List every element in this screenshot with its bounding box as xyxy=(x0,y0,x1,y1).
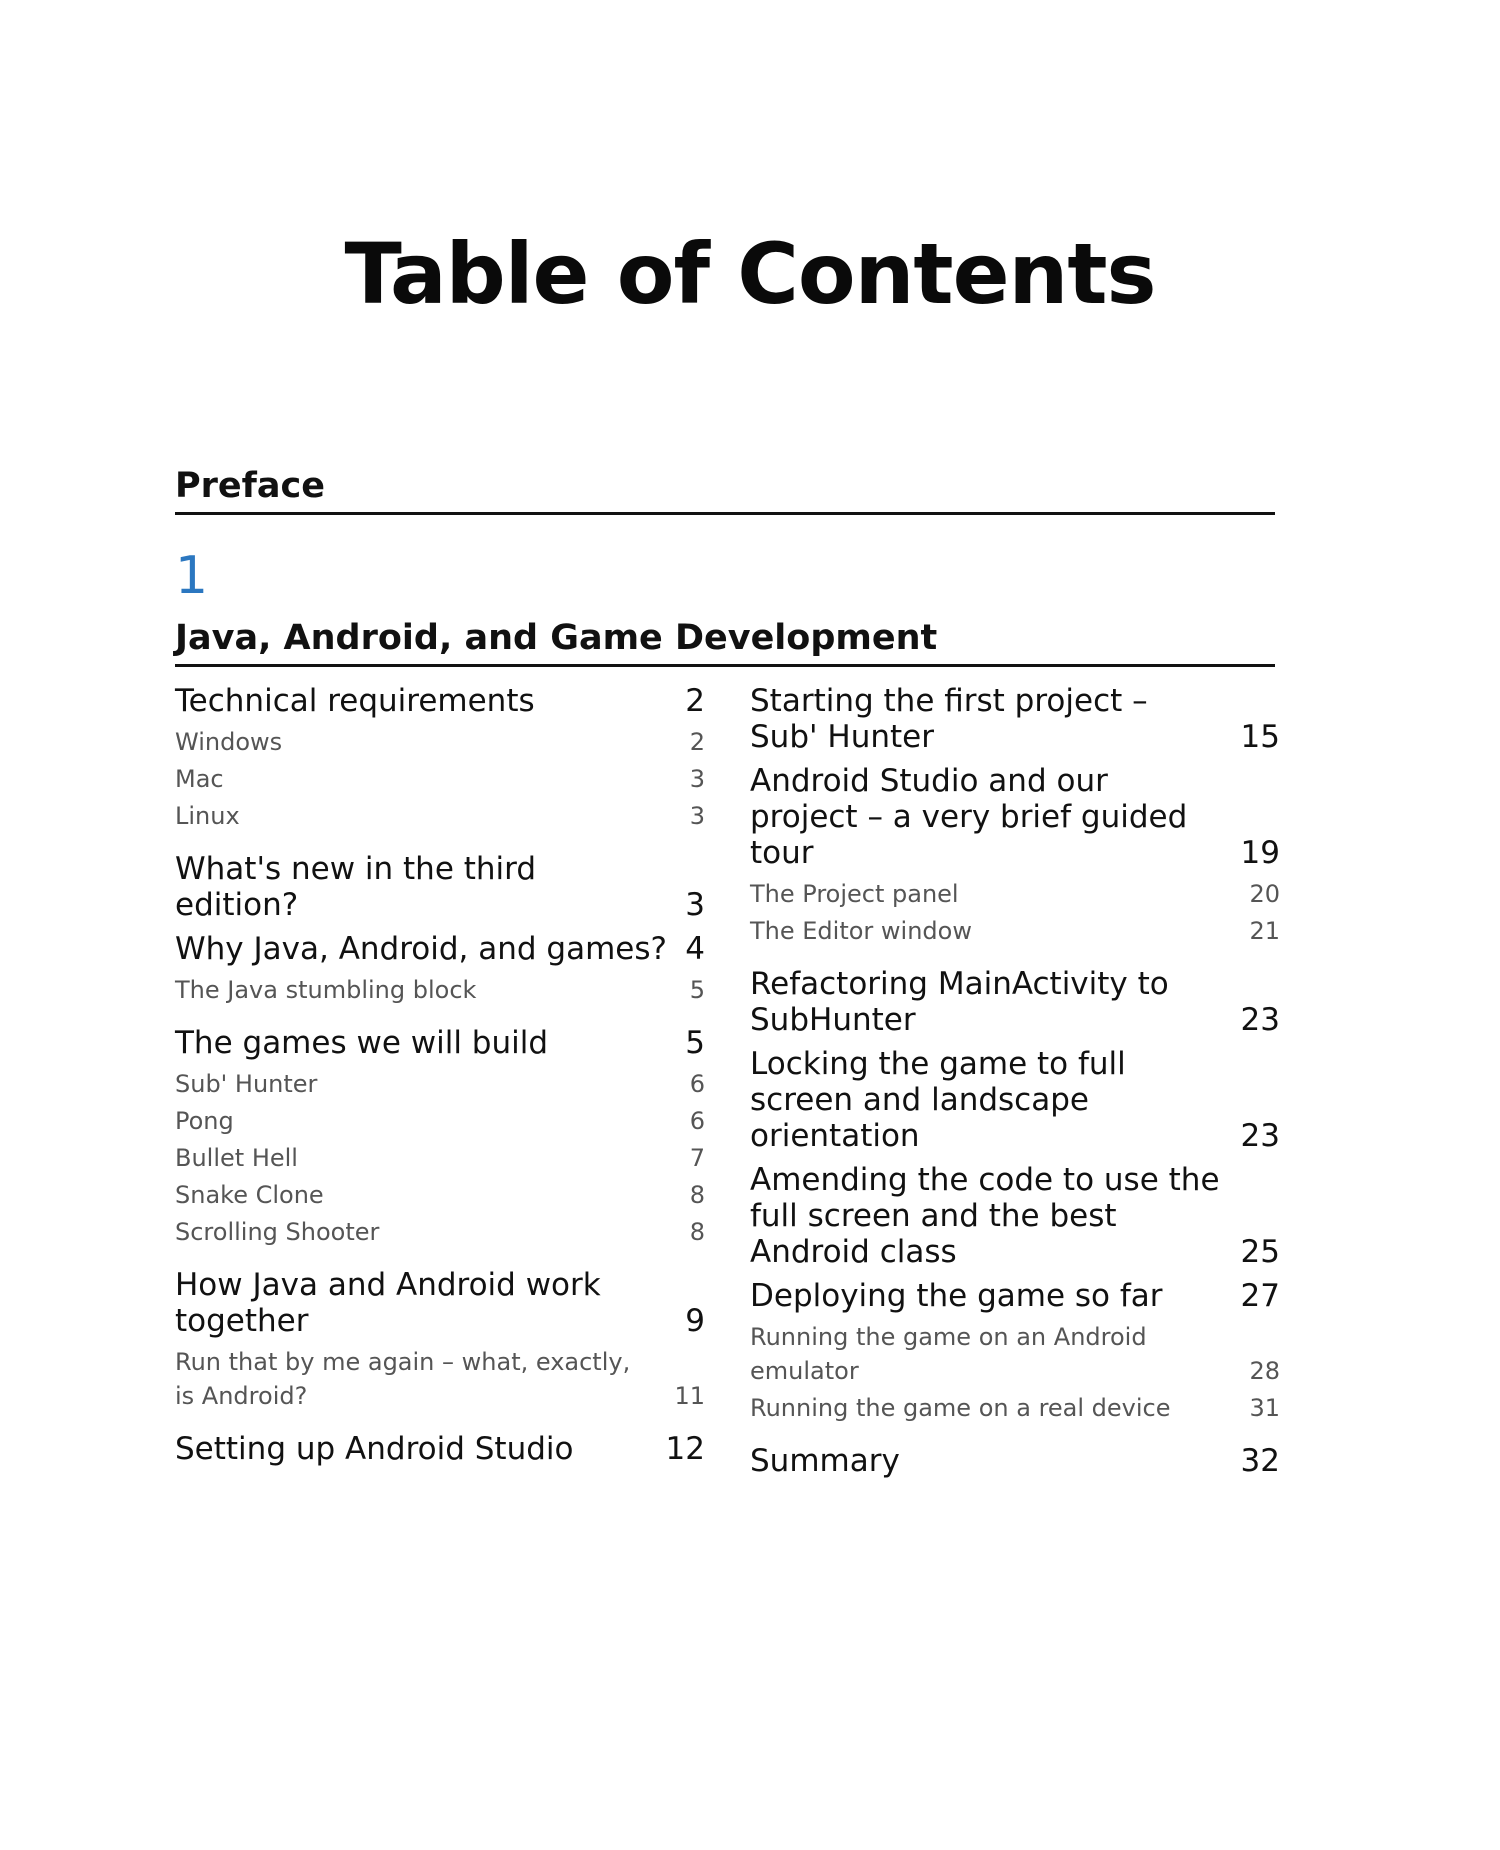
toc-subentry[interactable] xyxy=(175,973,705,1007)
toc-right-column xyxy=(750,683,1280,1479)
toc-subentry-page: 7 xyxy=(689,1144,705,1172)
toc-entry-page: 23 xyxy=(1240,1002,1280,1038)
toc-subentry-title: Bullet Hell xyxy=(175,1144,298,1172)
toc-entry[interactable] xyxy=(175,1431,705,1467)
toc-entry[interactable] xyxy=(175,683,705,719)
toc-subentry-page: 20 xyxy=(1249,880,1280,908)
toc-entry-page: 9 xyxy=(685,1303,705,1339)
toc-entry-title: Summary xyxy=(750,1443,900,1479)
toc-subentry-title: The Project panel xyxy=(750,880,959,908)
toc-subentry-title: The Editor window xyxy=(750,917,972,945)
toc-subentry-page: 21 xyxy=(1249,917,1280,945)
toc-subentry-page: 5 xyxy=(689,976,705,1004)
toc-entry-title: The games we will build xyxy=(175,1025,549,1061)
toc-entry[interactable] xyxy=(750,1278,1280,1314)
toc-subentry[interactable] xyxy=(750,1320,1280,1388)
toc-subentry-title: The Java stumbling block xyxy=(175,976,477,1004)
toc-entry[interactable] xyxy=(750,763,1280,871)
toc-subentry[interactable] xyxy=(750,877,1280,911)
toc-subentry-title: Running the game on an Android emulator xyxy=(750,1323,1147,1385)
toc-entry-page: 23 xyxy=(1240,1118,1280,1154)
toc-entry[interactable] xyxy=(175,1025,705,1061)
toc-subentry-title: Snake Clone xyxy=(175,1181,324,1209)
toc-subentry-page: 8 xyxy=(689,1181,705,1209)
chapter-divider xyxy=(175,664,1275,667)
toc-subentry[interactable] xyxy=(175,1104,705,1138)
toc-subentry[interactable] xyxy=(175,1067,705,1101)
toc-subentry-title: Sub' Hunter xyxy=(175,1070,318,1098)
toc-entry-page: 5 xyxy=(685,1025,705,1061)
toc-entry-page: 12 xyxy=(665,1431,705,1467)
toc-entry[interactable] xyxy=(750,966,1280,1038)
toc-entry-page: 15 xyxy=(1240,719,1280,755)
toc-entry[interactable] xyxy=(750,1443,1280,1479)
toc-subentry-page: 6 xyxy=(689,1070,705,1098)
toc-entry-title: What's new in the third edition? xyxy=(175,851,537,923)
toc-subentry[interactable] xyxy=(175,1178,705,1212)
toc-entry-title: Technical requirements xyxy=(175,683,535,719)
toc-entry-title: Why Java, Android, and games? xyxy=(175,931,667,967)
toc-subentry-title: Linux xyxy=(175,802,240,830)
toc-subentry[interactable] xyxy=(175,1215,705,1249)
toc-entry[interactable] xyxy=(175,851,705,923)
toc-subentry-page: 6 xyxy=(689,1107,705,1135)
toc-subentry[interactable] xyxy=(175,762,705,796)
toc-entry-title: Amending the code to use the full screen and the best Android class xyxy=(750,1162,1220,1270)
toc-entry-title: How Java and Android work together xyxy=(175,1267,601,1339)
toc-subentry[interactable] xyxy=(175,725,705,759)
toc-subentry-page: 8 xyxy=(689,1218,705,1246)
toc-entry-page: 4 xyxy=(685,931,705,967)
toc-subentry[interactable] xyxy=(175,799,705,833)
toc-subentry-page: 11 xyxy=(674,1382,705,1410)
toc-subentry[interactable] xyxy=(750,1391,1280,1425)
toc-subentry-title: Windows xyxy=(175,728,283,756)
toc-entry-title: Refactoring MainActivity to SubHunter xyxy=(750,966,1169,1038)
toc-entry[interactable] xyxy=(750,683,1280,755)
toc-subentry-page: 31 xyxy=(1249,1394,1280,1422)
preface-heading[interactable]: Preface xyxy=(175,466,325,506)
toc-entry-page: 25 xyxy=(1240,1234,1280,1270)
toc-subentry-title: Mac xyxy=(175,765,224,793)
toc-subentry-title: Scrolling Shooter xyxy=(175,1218,380,1246)
toc-entry-title: Deploying the game so far xyxy=(750,1278,1163,1314)
toc-subentry[interactable] xyxy=(175,1141,705,1175)
toc-entry-title: Starting the first project – Sub' Hunter xyxy=(750,683,1148,755)
chapter-title[interactable]: Java, Android, and Game Development xyxy=(175,618,938,658)
toc-subentry[interactable] xyxy=(750,914,1280,948)
toc-entry-page: 3 xyxy=(685,887,705,923)
toc-entry-title: Setting up Android Studio xyxy=(175,1431,574,1467)
toc-subentry-page: 3 xyxy=(689,802,705,830)
toc-entry[interactable] xyxy=(175,931,705,967)
toc-entry-page: 19 xyxy=(1240,835,1280,871)
toc-entry-page: 27 xyxy=(1240,1278,1280,1314)
toc-entry-title: Android Studio and our project – a very brief guided tour xyxy=(750,763,1188,871)
toc-entry[interactable] xyxy=(750,1162,1280,1270)
toc-subentry-page: 28 xyxy=(1249,1357,1280,1385)
toc-subentry-page: 3 xyxy=(689,765,705,793)
preface-divider xyxy=(175,512,1275,515)
toc-subentry[interactable] xyxy=(175,1345,705,1413)
toc-entry[interactable] xyxy=(175,1267,705,1339)
toc-entry-page: 2 xyxy=(685,683,705,719)
toc-entry-page: 32 xyxy=(1240,1443,1280,1479)
page-title: Table of Contents xyxy=(344,225,1156,323)
toc-entry-title: Locking the game to full screen and landscape orientation xyxy=(750,1046,1126,1154)
toc-subentry-title: Running the game on a real device xyxy=(750,1394,1171,1422)
toc-subentry-title: Pong xyxy=(175,1107,234,1135)
chapter-number: 1 xyxy=(175,546,209,606)
toc-subentry-title: Run that by me again – what, exactly, is Android? xyxy=(175,1348,631,1410)
toc-subentry-page: 2 xyxy=(689,728,705,756)
toc-left-column xyxy=(175,683,705,1467)
toc-entry[interactable] xyxy=(750,1046,1280,1154)
